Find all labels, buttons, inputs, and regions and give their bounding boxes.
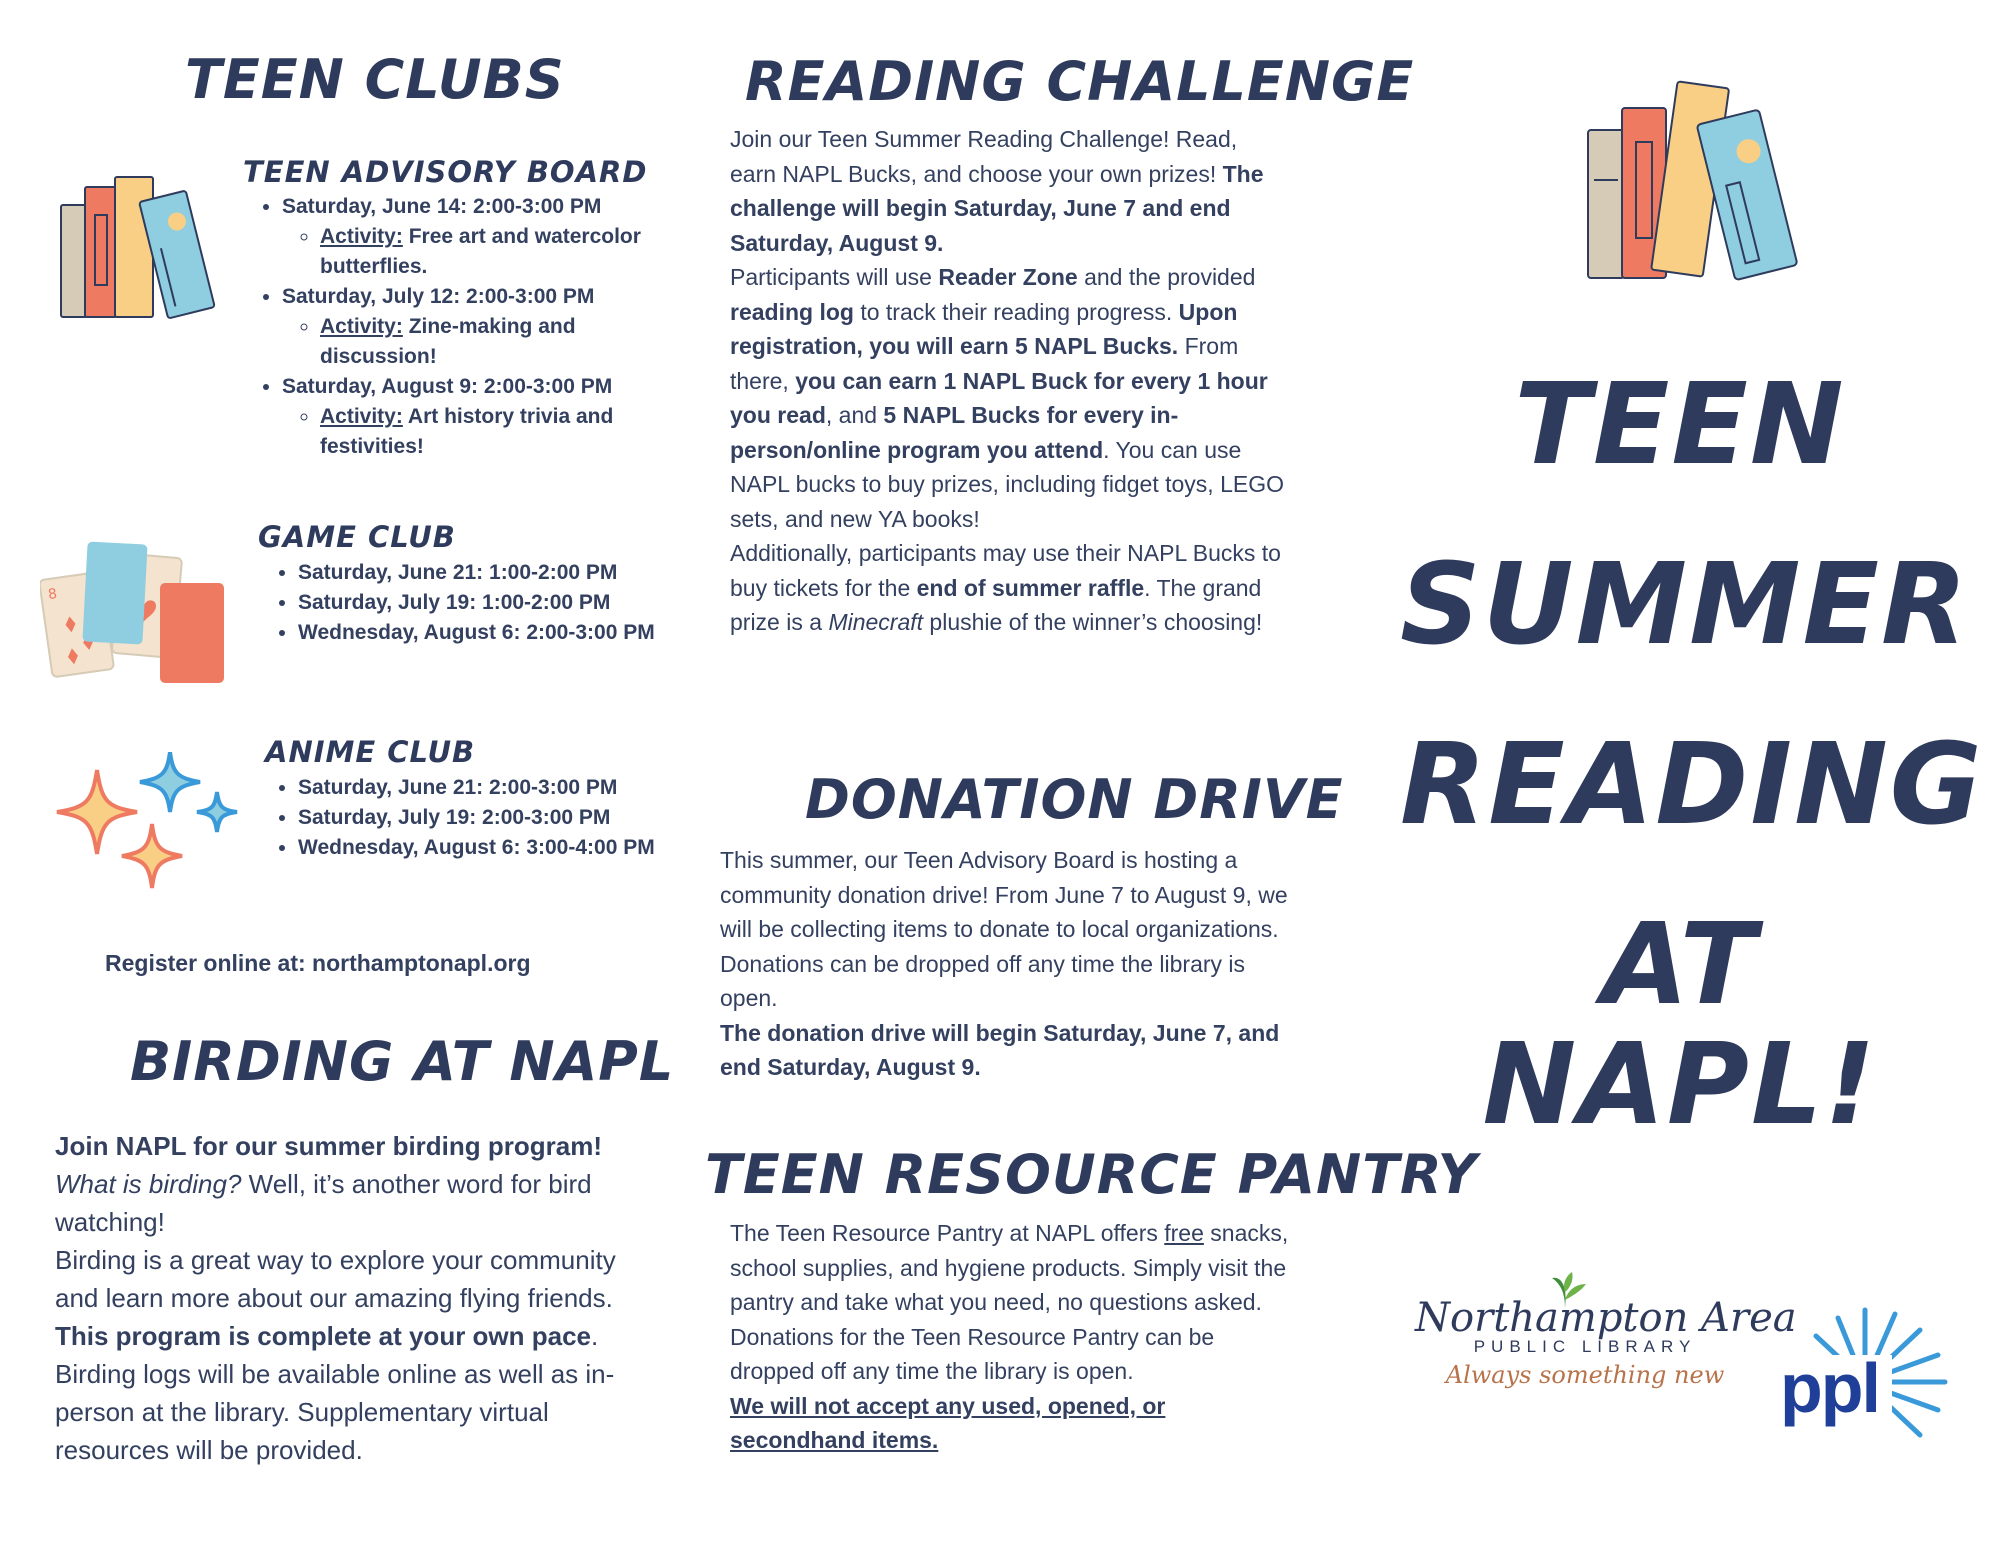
anime-club-title: ANIME CLUB: [265, 735, 476, 769]
cover-line-4: AT NAPL!: [1482, 900, 1878, 1150]
advisory-event: • Saturday, June 14: 2:00-3:00 PM ◦ Activity: Free art and watercolor butterflies.: [282, 192, 672, 282]
register-link-text: Register online at: northamptonapl.org: [105, 950, 531, 976]
books-icon: [55, 165, 225, 330]
pantry-body: The Teen Resource Pantry at NAPL offers free snacks, school supplies, and hygiene products. Simply visit the pantry and take what you need, no questions asked. Donations for the Teen Resource Pantry can be dropped off any time the library is open. We will not accept any used, opened, or secondhand items.: [730, 1220, 1289, 1453]
game-event: • Saturday, June 21: 1:00-2:00 PM: [298, 558, 668, 588]
birding-body: Join NAPL for our summer birding program! What is birding? Well, it’s another word for bird watching! Birding is a great way to explore your community and learn more about our amazing flying friends. This program is complete at your own pace. Birding logs will be available online as well as in-person at the library. Supplementary virtual resources will be provided.: [55, 1131, 616, 1465]
cover-line-2: SUMMER: [1400, 540, 1970, 670]
game-event: • Saturday, July 19: 1:00-2:00 PM: [298, 588, 668, 618]
playing-cards-icon: [40, 535, 240, 685]
game-events-list: [268, 558, 668, 648]
anime-event: • Saturday, June 21: 2:00-3:00 PM: [298, 773, 668, 803]
leaf-icon: [1540, 1270, 1590, 1310]
advisory-event: • Saturday, July 12: 2:00-3:00 PM ◦ Activity: Zine-making and discussion!: [282, 282, 672, 372]
library-subtitle: PUBLIC LIBRARY: [1473, 1337, 1697, 1356]
game-event: • Wednesday, August 6: 2:00-3:00 PM: [298, 618, 668, 648]
ppl-logo: [1780, 1300, 1960, 1450]
anime-event: • Wednesday, August 6: 3:00-4:00 PM: [298, 833, 668, 863]
teen-resource-pantry-title: TEEN RESOURCE PANTRY: [705, 1143, 1478, 1206]
reading-challenge-title: READING CHALLENGE: [745, 50, 1415, 113]
svg-text:8: 8: [47, 586, 59, 604]
birding-title: BIRDING AT NAPL: [130, 1030, 675, 1093]
anime-event: • Saturday, July 19: 2:00-3:00 PM: [298, 803, 668, 833]
sparkles-icon: [52, 752, 252, 902]
books-large-icon: [1580, 70, 1810, 290]
library-tagline: Always something new: [1445, 1361, 1725, 1389]
game-club-title: GAME CLUB: [258, 520, 456, 554]
advisory-event: • Saturday, August 9: 2:00-3:00 PM ◦ Activity: Art history trivia and festivities!: [282, 372, 672, 462]
advisory-events-list: [252, 192, 672, 462]
cover-line-1: TEEN: [1514, 360, 1846, 490]
reading-challenge-body: Join our Teen Summer Reading Challenge! Read, earn NAPL Bucks, and choose your own prizes! The challenge will begin Saturday, June 7 and end Saturday, August 9. Participants will use Reader Zone and the provided reading log to track their reading progress. Upon registration, you will earn 5 NAPL Bucks. From there, you can earn 1 NAPL Buck for every 1 hour you read, and 5 NAPL Bucks for every in-person/online program you attend. You can use NAPL bucks to buy prizes, including fidget toys, LEGO sets, and new YA books! Additionally, participants may use their NAPL Bucks to buy tickets for the end of summer raffle. The grand prize is a Minecraft plushie of the winner’s choosing!: [730, 126, 1284, 635]
ppl-wordmark: ppl: [1780, 1349, 1879, 1427]
donation-drive-body: This summer, our Teen Advisory Board is hosting a community donation drive! From June 7 to August 9, we will be collecting items to donate to local organizations. Donations can be dropped off any time the library is open. The donation drive will begin Saturday, June 7, and end Saturday, August 9.: [720, 847, 1288, 1080]
teen-advisory-board-title: TEEN ADVISORY BOARD: [243, 155, 648, 189]
library-logo: [1415, 1295, 1797, 1389]
library-name: Northampton Area: [1415, 1295, 1797, 1341]
anime-events-list: [268, 773, 668, 863]
cover-line-3: READING: [1400, 720, 1984, 850]
donation-drive-title: DONATION DRIVE: [805, 768, 1344, 831]
teen-clubs-title: TEEN CLUBS: [185, 48, 565, 111]
